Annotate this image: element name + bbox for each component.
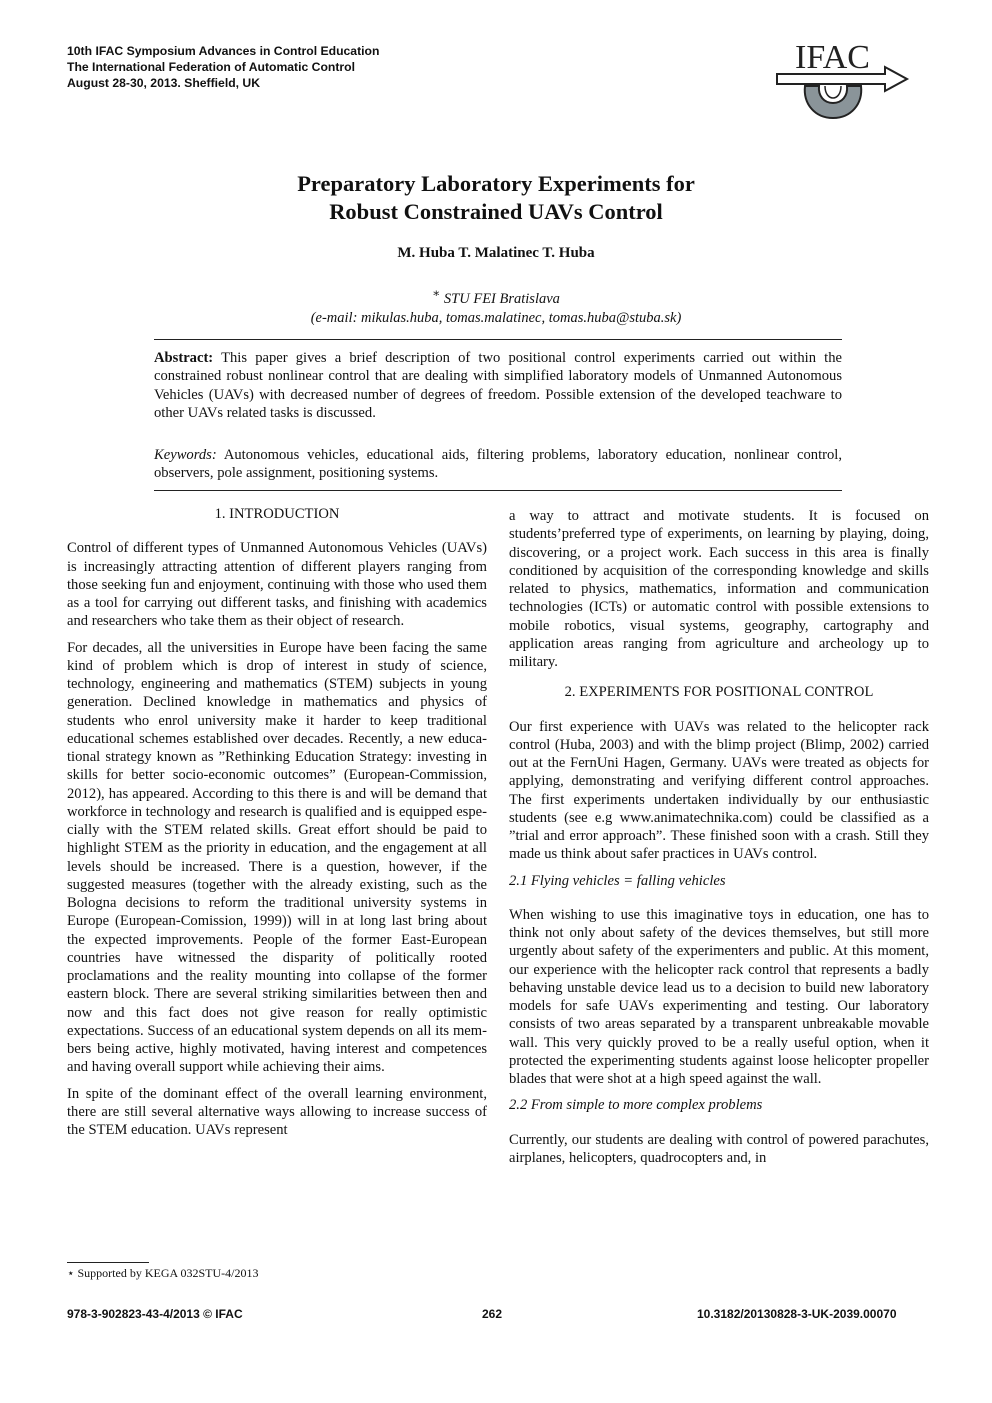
conference-header [67,43,379,91]
footer-isbn: 978-3-902823-43-4/2013 © IFAC [67,1307,243,1321]
paragraph: In spite of the dominant effect of the overall learning environment, there are still several alternative ways allowing to increase success of the STEM education. UAVs represent [67,1085,487,1138]
paragraph: When wishing to use this imaginative toys in education, one has to think not only about safety of the devices themselves, but still more urgently about safety of the experimenters and public. At this moment, our experience with the helicopter rack control that represents a badly behaving unstable device lead us to a decision to build new laboratory models for safe UAVs experimenting and testing. Our laboratory consists of two areas separated by a transparent unbreakable movable wall. This very quickly proved to be a really useful option, when it protected the experimenting students against loose helicopter propeller blades that were shot at a high speed against the wall. [509,906,929,1087]
affiliation [0,284,992,328]
paragraph: Our first experience with UAVs was related to the helicopter rack control (Huba, 2003) and with the blimp project (Blimp, 2002) carried out at the FernUni Hagen, Germany. UAVs were treated as objects for applying, demonstrating and verifying different control approaches. The first experiments undertaken individually by our enthusiastic students (see e.g www.animatechnika.com) could be classified as a ”trial and error approach”. These finished soon with a crash. Still they made us think about safer practices in UAVs control. [509,718,929,863]
institution: STU FEI Bratislava [440,290,560,307]
affiliation-marker: ∗ [432,286,441,300]
abstract [154,349,842,422]
title-line-1: Preparatory Laboratory Experiments for [297,171,695,196]
right-column [509,507,929,1175]
left-column [67,505,487,1147]
paragraph: For decades, all the universities in Europe have been facing the same kind of problem which is drop of interest in study of science, technology, engineering and mathematics (STEM) subjects in young generation. Declined knowledge in mathematics and physics of students who enrol university make it harder to keep traditional educational schemes established over decades. Recently, a new educational strategy known as ”Rethinking Education Strategy: investing in skills for better socio-economic outcomes” (European-Commission, 2012), has appeared. According to this there is and will be demand that workforce in technology and research is qualified and is equipped especially with the STEM related skills. Great effort should be paid to highlight STEM as the priority in education, and the engagement at all levels should be increased. There is a question, however, if the suggested measures (together with the already existing, such as the Bologna decisions to reform the traditional university systems in Europe (European-Comission, 1999)) will in at long last bring about the expected improvements. People of the former East-European countries have witnessed the disparity of politically rooted proclamations and the reality mounting into collapse of the former eastern block. There are several striking similarities between then and now and this fact does not give reason for really optimistic expectations. Success of an educational system depends on all its members being active, highly motivated, having interest and competences and having overall support while achieving their aims. [67,639,487,1076]
abstract-bottom-rule [154,490,842,491]
page-number: 262 [482,1307,503,1321]
abstract-label: Abstract: [154,350,214,366]
paragraph: Control of different types of Unmanned Autonomous Vehicles (UAVs) is increasingly attracting attention of different players ranging from those seeking fun and enjoyment, continuing with those who used them as a tool for carrying out different tasks, and finishing with academics and researchers who take them as their object of research. [67,540,487,630]
section-heading-experiments: 2. EXPERIMENTS FOR POSITIONAL CONTROL [564,684,874,701]
abstract-text: This paper gives a brief description of two positional control experiments carried out within the constrained robust nonlinear control that are dealing with simplified laboratory models of Unmanned Autonomous Vehicles (UAVs) with decreased number of degrees of freedom. Possible extension of the developed teachware to other UAVs related tasks is discussed. [154,350,842,421]
section-heading-introduction: 1. INTRODUCTION [214,506,340,522]
abstract-top-rule [154,339,842,340]
paragraph: Currently, our students are dealing with control of powered parachutes, airplanes, helicopters, quadrocopters and, in [509,1131,929,1166]
email-line: (e-mail: mikulas.huba, tomas.malatinec, tomas.huba@stuba.sk) [310,309,682,326]
ifac-logo-text: IFAC [795,39,870,76]
title-line-2: Robust Constrained UAVs Control [329,199,663,224]
subsection-heading-flying-vehicles: 2.1 Flying vehicles = falling vehicles [509,872,726,889]
keywords-text: Autonomous vehicles, educational aids, filtering problems, laboratory education, nonlinear control, observers, pole assignment, positioning systems. [154,447,842,482]
conference-name: 10th IFAC Symposium Advances in Control Education [67,44,380,58]
authors: M. Huba T. Malatinec T. Huba [397,245,595,261]
subsection-heading-simple-to-complex: 2.2 From simple to more complex problems [509,1097,763,1114]
conference-date-location: August 28-30, 2013. Sheffield, UK [67,76,261,90]
footer-doi: 10.3182/20130828-3-UK-2039.00070 [697,1307,897,1321]
paragraph: a way to attract and motivate students. It is focused on students’preferred type of experiments, on learning by playing, doing, discovering, or a project work. Each success in this area is finally conditioned by acquisition of the corresponding knowledge and skills related to physics, mathematics, information and communication technologies (ICTs) or automatic control with possible extensions to mobile robotics, visual systems, geography, cartography and application areas ranging from agriculture and archeology up to military. [509,508,929,670]
footnote: ⋆ Supported by KEGA 032STU-4/2013 [67,1266,259,1280]
footnote-rule [67,1262,149,1263]
keywords-label: Keywords: [154,447,217,463]
keywords [154,446,842,483]
paper-title [0,170,992,226]
ifac-logo [775,36,911,126]
organization-name: The International Federation of Automatic Control [67,60,355,74]
